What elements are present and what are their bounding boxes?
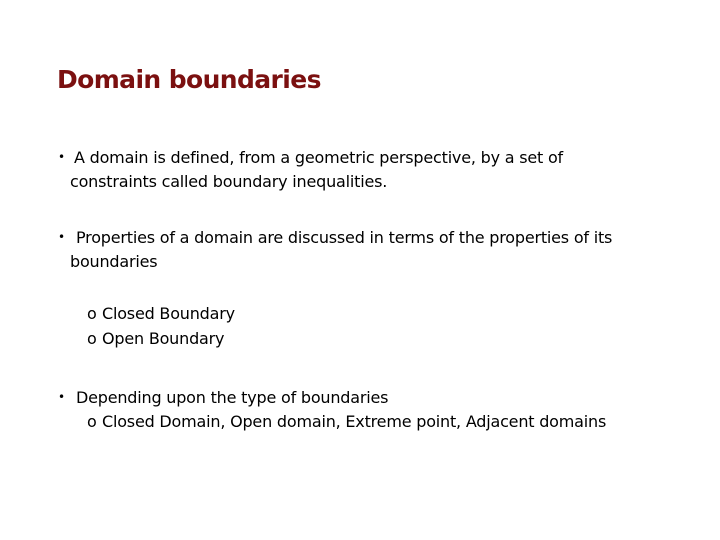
bullet-1-line-2: constraints called boundary inequalities. [70, 172, 388, 191]
sub-item-closed-boundary: Closed Boundary [102, 304, 235, 323]
sub-item-marker: o [87, 329, 97, 348]
bullet-1-line-1: A domain is defined, from a geometric perspective, by a set of [74, 148, 563, 167]
sub-item-domain-types: Closed Domain, Open domain, Extreme point, Adjacent domains [102, 412, 607, 431]
bullet-2-line-2: boundaries [70, 252, 158, 271]
bullet-3-line-1: Depending upon the type of boundaries [76, 388, 389, 407]
sub-item-marker: o [87, 412, 97, 431]
bullet-marker: • [58, 390, 66, 404]
bullet-marker: • [58, 150, 66, 164]
slide-title: Domain boundaries [57, 65, 321, 94]
bullet-2-line-1: Properties of a domain are discussed in terms of the properties of its [76, 228, 613, 247]
bullet-marker: • [58, 230, 66, 244]
sub-item-marker: o [87, 304, 97, 323]
sub-item-open-boundary: Open Boundary [102, 329, 225, 348]
